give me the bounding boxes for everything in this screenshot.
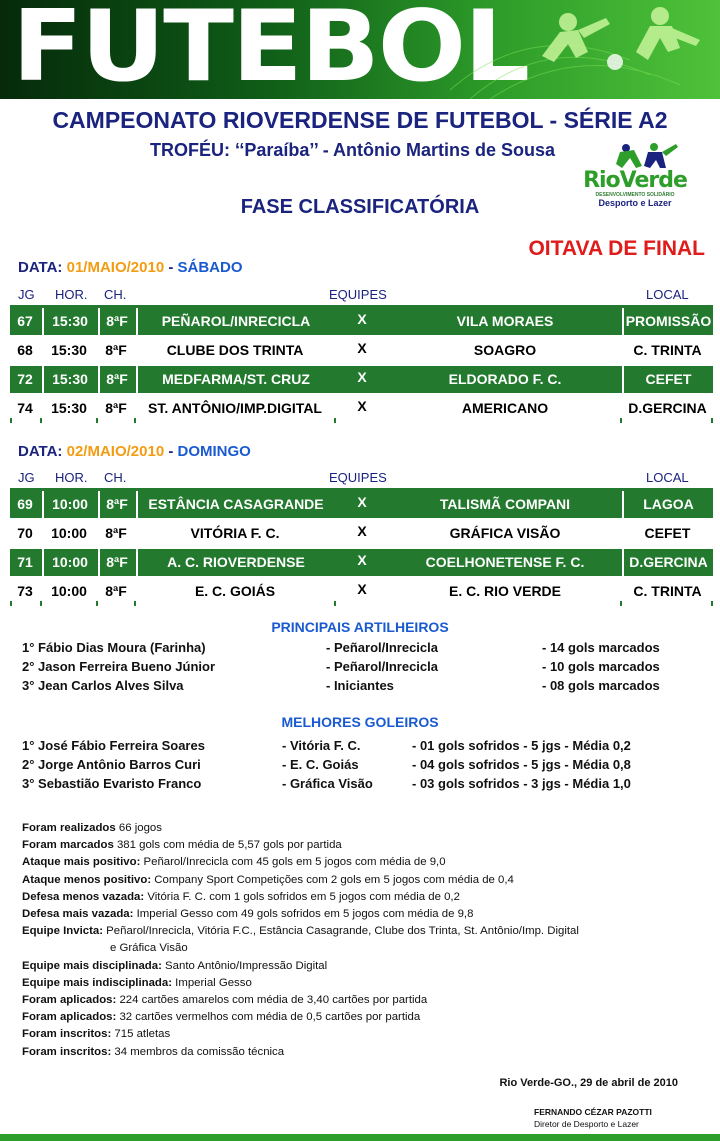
logo-tagline: DESENVOLVIMENTO SOLIDÁRIO [595,192,675,198]
stat-label: Ataque menos positivo: [22,873,152,886]
stat-value: Peñarol/Inrecicla com 45 gols em 5 jogos com média de 9,0 [140,856,446,869]
trophy-title: TROFÉU: ‘‘Paraíba’’ - Antônio Martins de Sousa [150,140,556,160]
versus-mark: X [357,369,367,385]
away-team: ELDORADO F. C. [448,371,562,387]
stat-value: 715 atletas [111,1028,171,1041]
keeper-name: 3° Sebastião Evaristo Franco [22,776,202,791]
column-tick [134,601,136,606]
home-team: VITÓRIA F. C. [190,525,280,541]
col-equipes: EQUIPES [329,470,387,485]
game-number: 71 [17,554,33,570]
col-local: LOCAL [646,470,689,485]
table-bottom-ticks [10,601,713,606]
stage-title: OITAVA DE FINAL [528,237,705,260]
scorer-name: 3° Jean Carlos Alves Silva [22,678,184,693]
col-hor: HOR. [55,287,88,302]
games-table-day1 [10,308,713,422]
game-number: 73 [17,583,33,599]
stat-line [22,837,579,854]
soccer-players-graphic [450,0,720,99]
column-tick [96,601,98,606]
game-round: 8ªF [105,583,127,599]
column-tick [40,418,42,423]
game-number: 67 [17,313,33,329]
game-row [10,337,713,364]
game-row [10,308,713,335]
game-time: 10:00 [42,549,96,576]
column-tick [10,601,12,606]
away-team: GRÁFICA VISÃO [449,525,561,541]
game-row [10,520,713,547]
column-tick [334,418,336,423]
home-team: E. C. GOIÁS [194,583,276,599]
scorer-goals: - 14 gols marcados [542,640,660,655]
column-tick [711,418,713,423]
versus-mark: X [357,552,367,568]
logo-department: Desporto e Lazer [598,198,672,208]
game-number: 70 [17,525,33,541]
phase-title: FASE CLASSIFICATÓRIA [240,196,480,218]
home-team: PEÑAROL/INRECICLA [136,308,334,335]
keeper-row [22,757,712,775]
stat-label: Foram aplicados: [22,1011,117,1024]
venue: LAGOA [622,491,713,518]
col-equipes: EQUIPES [329,287,387,302]
stat-line [22,854,579,871]
date-line-day2 [18,443,251,460]
game-round: 8ªF [98,366,134,393]
venue: C. TRINTA [633,583,702,599]
venue: D.GERCINA [622,549,713,576]
stat-value: 34 membros da comissão técnica [111,1045,285,1058]
col-ch: CH. [104,287,127,302]
stat-label: Foram marcados [22,839,114,852]
scorer-row [22,659,712,677]
championship-title: CAMPEONATO RIOVERDENSE DE FUTEBOL - SÉRIE A2 [52,107,668,133]
scorer-row [22,640,712,658]
col-local: LOCAL [646,287,689,302]
venue: CEFET [644,525,691,541]
game-row [10,549,713,576]
versus-mark: X [357,340,367,356]
column-tick [134,418,136,423]
stat-value: e Gráfica Visão [110,942,188,955]
keeper-team: - E. C. Goiás [282,757,359,772]
versus-mark: X [357,581,367,597]
home-team: ST. ANTÔNIO/IMP.DIGITAL [148,400,322,416]
game-round: 8ªF [105,525,127,541]
date-separator: - [168,259,174,276]
stat-line [22,872,579,889]
versus-mark: X [357,494,367,510]
column-tick [40,601,42,606]
stat-value: Vitória F. C. com 1 gols sofridos em 5 jogos com média de 0,2 [144,890,460,903]
col-hor: HOR. [55,470,88,485]
stat-value: Imperial Gesso [172,976,252,989]
stat-line [22,1044,579,1061]
game-time: 15:30 [51,400,87,416]
game-time: 15:30 [42,308,96,335]
stat-label: Foram realizados [22,822,116,834]
keeper-name: 1° José Fábio Ferreira Soares [22,738,205,753]
weekday: SÁBADO [177,259,243,276]
scorer-name: 1° Fábio Dias Moura (Farinha) [22,640,206,655]
stat-value: Imperial Gesso com 49 gols sofridos em 5 jogos com média de 9,8 [133,908,474,921]
stat-label: Ataque mais positivo: [22,856,141,869]
stat-line [22,923,579,940]
date-separator: - [168,443,174,460]
game-number: 69 [17,496,33,512]
scorer-goals: - 08 gols marcados [542,678,660,693]
away-team: AMERICANO [461,400,549,416]
versus-mark: X [357,523,367,539]
column-tick [96,418,98,423]
versus-mark: X [357,398,367,414]
home-team: A. C. RIOVERDENSE [136,549,334,576]
logo-name: RioVerde [583,168,687,193]
place-date: Rio Verde-GO., 29 de abril de 2010 [499,1077,678,1089]
stat-line [22,906,579,923]
keeper-stats: - 03 gols sofridos - 3 jgs - Média 1,0 [412,776,631,791]
game-number: 74 [17,400,33,416]
keeper-team: - Vitória F. C. [282,738,361,753]
header-banner [0,0,720,99]
scorer-row [22,678,712,696]
scorers-title: PRINCIPAIS ARTILHEIROS [271,619,449,635]
date-value: 02/MAIO/2010 [66,443,165,460]
versus-mark: X [357,311,367,327]
stat-value: Peñarol/Inrecicla, Vitória F.C., Estância Casagrande, Clube dos Trinta, St. Antônio/Imp. Digital [103,925,579,938]
stat-label: Equipe Invicta: [22,925,104,938]
date-line-day1 [18,259,243,276]
col-jg: JG [18,470,35,485]
column-tick [10,418,12,423]
stat-value: 66 jogos [115,822,162,834]
col-jg: JG [18,287,35,302]
col-ch: CH. [104,470,127,485]
game-row [10,366,713,393]
date-value: 01/MAIO/2010 [66,259,165,276]
games-table-day2 [10,491,713,605]
game-round: 8ªF [98,491,134,518]
away-team: E. C. RIO VERDE [448,583,562,599]
banner-title: FUTEBOL [12,0,528,99]
game-round: 8ªF [98,308,134,335]
signer-name: FERNANDO CÉZAR PAZOTTI [534,1107,652,1117]
home-team: CLUBE DOS TRINTA [166,342,304,358]
stat-value: Santo Antônio/Impressão Digital [161,959,328,972]
keeper-row [22,776,712,794]
column-tick [620,418,622,423]
game-time: 10:00 [42,491,96,518]
keeper-stats: - 04 gols sofridos - 5 jgs - Média 0,8 [412,757,631,772]
game-round: 8ªF [105,342,127,358]
game-row [10,491,713,518]
column-tick [620,601,622,606]
venue: D.GERCINA [628,400,707,416]
date-label: DATA: [18,443,63,460]
signer-role: Diretor de Desporto e Lazer [534,1119,639,1129]
stat-line [22,889,579,906]
home-team: ESTÂNCIA CASAGRANDE [136,491,334,518]
weekday: DOMINGO [177,443,251,460]
stat-label: Equipe mais disciplinada: [22,959,162,972]
away-team: SOAGRO [473,342,537,358]
game-round: 8ªF [105,400,127,416]
home-team: MEDFARMA/ST. CRUZ [136,366,334,393]
venue: CEFET [622,366,713,393]
game-time: 10:00 [51,583,87,599]
scorer-team: - Peñarol/Inrecicla [326,640,438,655]
column-tick [334,601,336,606]
keeper-name: 2° Jorge Antônio Barros Curi [22,757,201,772]
game-time: 10:00 [51,525,87,541]
stat-label: Foram inscritos: [22,1028,112,1041]
championship-stats [22,820,579,1061]
stat-value: 224 cartões amarelos com média de 3,40 cartões por partida [116,994,428,1007]
keeper-team: - Gráfica Visão [282,776,373,791]
stat-line [22,820,579,837]
stat-line [22,975,579,992]
venue: C. TRINTA [633,342,702,358]
game-round: 8ªF [98,549,134,576]
away-team: VILA MORAES [456,313,554,329]
keeper-stats: - 01 gols sofridos - 5 jgs - Média 0,2 [412,738,631,753]
keeper-row [22,738,712,756]
keepers-title: MELHORES GOLEIROS [281,714,439,730]
away-team: COELHONETENSE F. C. [425,554,585,570]
stat-line [22,1009,579,1026]
stat-line [22,992,579,1009]
date-label: DATA: [18,259,63,276]
bottom-bar [0,1134,720,1141]
game-time: 15:30 [51,342,87,358]
column-tick [711,601,713,606]
away-team: TALISMÃ COMPANI [439,496,571,512]
scorer-team: - Peñarol/Inrecicla [326,659,438,674]
table-bottom-ticks [10,418,713,423]
stat-line [22,1026,579,1043]
stat-line [22,958,579,975]
venue: PROMISSÃO [622,308,713,335]
stat-label: Defesa mais vazada: [22,908,134,921]
scorer-team: - Iniciantes [326,678,394,693]
stat-label: Defesa menos vazada: [22,890,145,903]
scorer-name: 2° Jason Ferreira Bueno Júnior [22,659,216,674]
game-number: 68 [17,342,33,358]
stat-value: Company Sport Competições com 2 gols em 5 jogos com média de 0,4 [151,873,514,886]
stat-label: Foram aplicados: [22,994,117,1007]
stat-label: Foram inscritos: [22,1045,112,1058]
game-time: 15:30 [42,366,96,393]
stat-label: Equipe mais indisciplinada: [22,976,173,989]
stat-value: 32 cartões vermelhos com média de 0,5 cartões por partida [116,1011,421,1024]
stat-value: 381 gols com média de 5,57 gols por partida [113,839,342,852]
stat-line [22,940,579,957]
scorer-goals: - 10 gols marcados [542,659,660,674]
game-number: 72 [17,371,33,387]
